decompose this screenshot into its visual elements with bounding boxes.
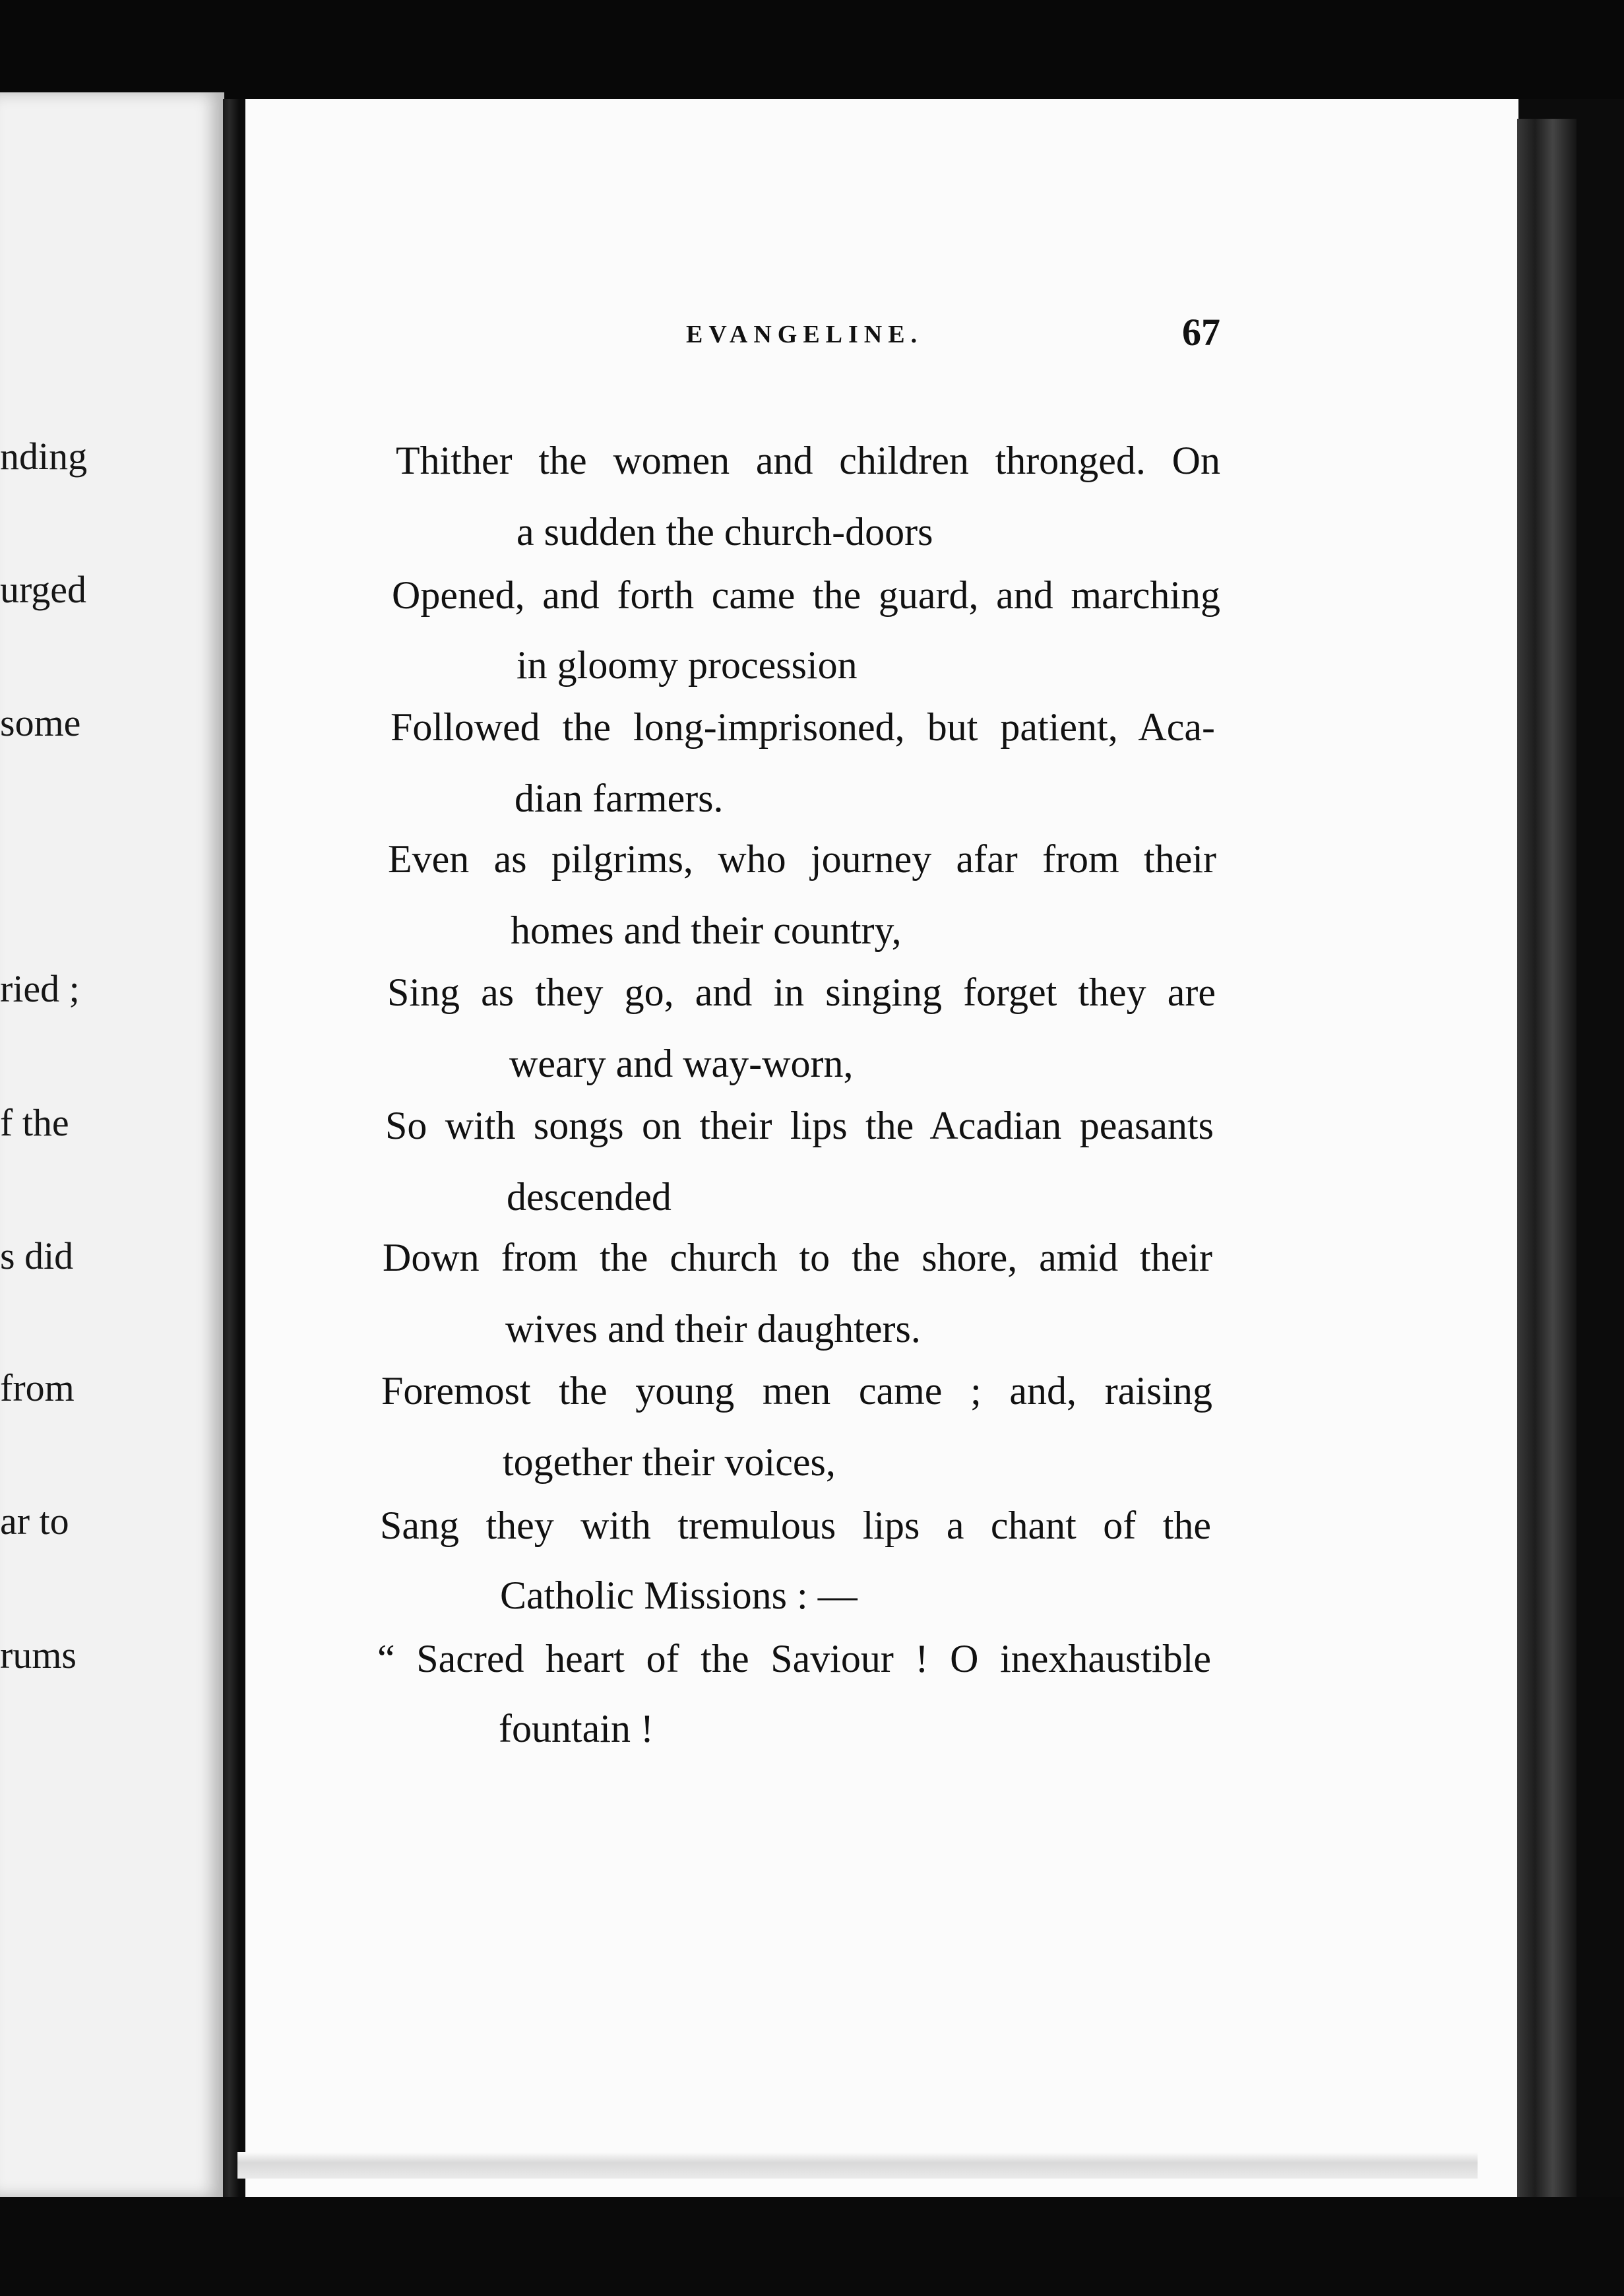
verse-line: Even as pilgrims, who journey afar from their [388,837,1216,881]
left-page-fragment: nding [0,435,88,478]
verse-line: Down from the church to the shore, amid their [383,1236,1212,1279]
verse-line-continuation: together their voices, [503,1440,836,1484]
right-page [245,99,1518,2210]
verse-line-continuation: fountain ! [499,1707,654,1750]
verse-line: “ Sacred heart of the Saviour ! O inexhaustible [377,1637,1211,1680]
left-page-fragment: ried ; [0,967,80,1010]
verse-line-continuation: dian farmers. [515,777,724,820]
page-edges [1517,119,1577,2230]
verse-line-continuation: a sudden the church-doors [516,510,933,554]
verse-line: Thither the women and children thronged. On [396,439,1220,482]
page-number: 67 [1182,311,1220,354]
verse-line-continuation: homes and their country, [511,909,902,952]
running-head: EVANGELINE. [686,321,923,348]
verse-line-continuation: descended [507,1175,671,1219]
scan-background-bottom [0,2197,1624,2296]
left-page-fragment: urged [0,568,87,611]
left-page-fragment: some [0,701,81,744]
verse-line-continuation: in gloomy procession [516,643,858,687]
page-bottom-edge [237,2152,1478,2179]
verse-line: Opened, and forth came the guard, and marching [392,573,1220,617]
book-gutter [223,99,239,2223]
verse-line: Followed the long-imprisoned, but patient, Aca- [390,705,1215,749]
left-page [0,92,224,2197]
verse-line-continuation: weary and way-worn, [509,1042,854,1085]
left-page-fragment: s did [0,1234,74,1277]
verse-line-continuation: wives and their daughters. [505,1307,921,1351]
left-page-fragment: ar to [0,1500,69,1543]
verse-line: Foremost the young men came ; and, raising [381,1369,1212,1413]
verse-line: So with songs on their lips the Acadian peasants [385,1104,1214,1147]
left-page-fragment: rums [0,1634,77,1676]
verse-line-continuation: Catholic Missions : — [500,1574,858,1617]
verse-line: Sang they with tremulous lips a chant of the [380,1504,1211,1547]
left-page-fragment: from [0,1366,75,1409]
scan-background-top [0,0,1624,99]
left-page-fragment: f the [0,1101,69,1144]
verse-line: Sing as they go, and in singing forget they are [387,971,1216,1014]
